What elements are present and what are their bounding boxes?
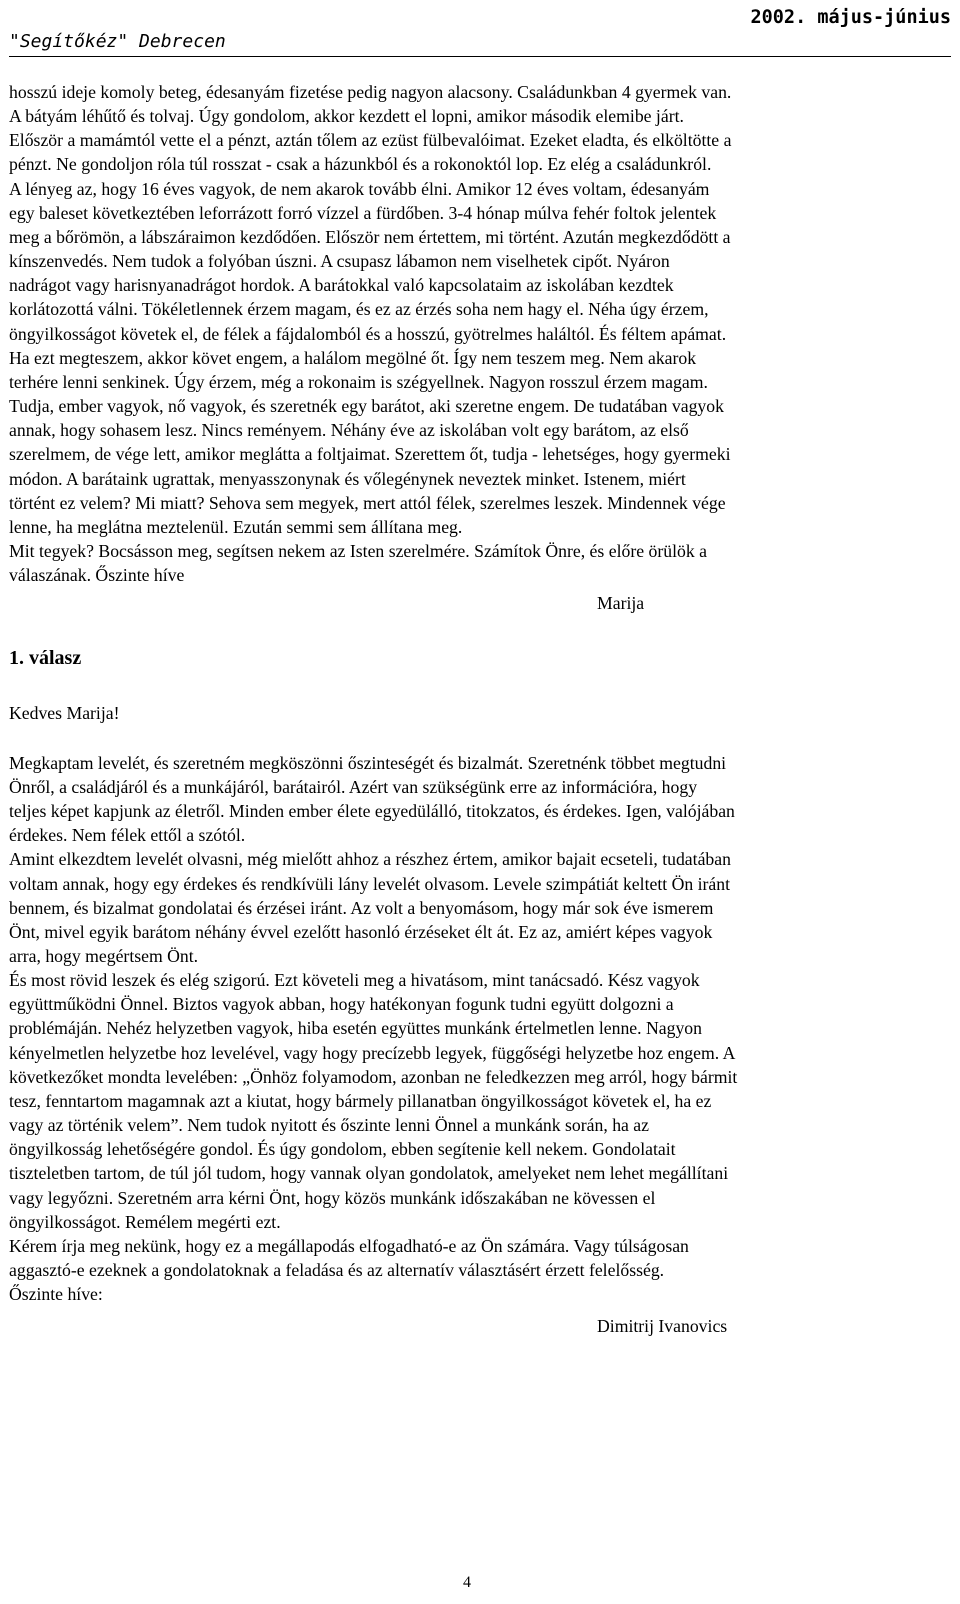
letter-line: történt ez velem? Mi miatt? Sehova sem megyek, mert attól félek, szerelmes leszek. Mindennek vége — [9, 492, 726, 513]
letter-line: kínszenvedés. Nem tudok a folyóban úszni. A csupasz lábamon nem viselhetek cipőt. Nyáron — [9, 251, 670, 272]
letter-line: annak, hogy sohasem lesz. Nincs reményem. Néhány éve az iskolában volt egy barátom, az első — [9, 420, 689, 441]
reply-line: aggasztó-e ezeknek a gondolatoknak a feladása és az alternatív választásért érzett felelősség. — [9, 1260, 665, 1281]
letter-line: lenne, ha meglátna meztelenül. Ezután semmi sem állítana meg. — [9, 516, 463, 537]
reply-line: arra, hogy megértsem Önt. — [9, 946, 199, 966]
letter-line: egy baleset következtében leforrázott forró vízzel a fürdőben. 3-4 hónap múlva fehér foltok jelentek — [9, 202, 717, 223]
letter-line: terhére lenni senkinek. Úgy érzem, még a rokonaim is szégyellnek. Nagyon rosszul érzem magam. — [9, 371, 708, 392]
reply-line: öngyilkosságot. Remélem megérti ezt. — [9, 1211, 281, 1232]
reply-line: Önről, a családjáról és a munkájáról, barátairól. Azért van szükségünk erre az információra, hogy — [9, 776, 698, 797]
reply-line: tiszteletben tartom, de túl jól tudom, hogy vannak olyan gondolatok, amelyeket nem lehet megállítani — [9, 1163, 729, 1184]
reply-line: bennem, és bizalmat gondolatai és érzései iránt. Az volt a benyomásom, hogy már sok éve ismerem — [9, 897, 714, 918]
letter-line: Ha ezt megteszem, akkor követ engem, a halálom megölné őt. Így nem teszem meg. Nem akarok — [9, 347, 697, 368]
letter-line: válaszának. Őszinte híve — [9, 565, 185, 586]
letter-line: nadrágot vagy harisnyanadrágot hordok. A barátokkal való kapcsolataim az iskolában kezdtek — [9, 275, 674, 296]
reply-line: tesz, fenntartom magamnak azt a kiutat, hogy bármely pillanatban öngyilkosságot követek el, ha ez — [9, 1090, 712, 1111]
letter-line: szerelmem, de vége lett, amikor meglátta a foltjaimat. Szerettem őt, tudja - lehetséges, hogy gyermeki — [9, 444, 731, 465]
reply-line: Kérem írja meg nekünk, hogy ez a megállapodás elfogadható-e az Ön számára. Vagy túlságosan — [9, 1235, 689, 1256]
reply-heading: 1. válasz — [9, 647, 82, 670]
letter-line: pénzt. Ne gondoljon róla túl rosszat - csak a házunkból és a rokonoktól lop. Ez elég a családunkról. — [9, 154, 712, 175]
letter-line: Tudja, ember vagyok, nő vagyok, és szeretnék egy barátot, aki szeretne engem. De tudatában vagyok — [9, 396, 724, 417]
reply-greeting: Kedves Marija! — [9, 702, 120, 723]
letter-line: módon. A barátaink ugrattak, menyasszonynak és vőlegénynek neveztek minket. Istenem, miért — [9, 468, 686, 489]
reply-line: kényelmetlen helyzetbe hoz levelével, vagy hogy precízebb legyek, függőségi helyzetbe hoz engem. A — [9, 1042, 736, 1063]
reply-line: teljes képet kapjunk az életről. Minden ember élete egyedülálló, titokzatos, és érdekes. Igen, valójában — [9, 801, 735, 822]
reply-line: öngyilkosság lehetőségére gondol. És úgy gondolom, ebben segítenie kell nekem. Gondolatait — [9, 1139, 676, 1160]
reply-line: Megkaptam levelét, és szeretném megköszönni őszinteségét és bizalmát. Szeretnénk többet megtudni — [9, 752, 727, 773]
letter-line: A lényeg az, hogy 16 éves vagyok, de nem akarok tovább élni. Amikor 12 éves voltam, édesanyám — [9, 178, 710, 199]
page-number: 4 — [463, 1574, 471, 1591]
reply-line: voltam annak, hogy egy érdekes és rendkívüli lány levelét olvasom. Levele szimpátiát keltett Ön iránt — [9, 873, 731, 894]
letter-line: öngyilkosságot követek el, de félek a fájdalomból és a hosszú, gyötrelmes haláltól. És féltem apámat. — [9, 323, 727, 344]
letter-signature: Marija — [597, 593, 645, 614]
reply-text — [9, 751, 953, 1282]
reply-line: vagy legyőzni. Szeretném arra kérni Önt, hogy közös munkánk időszakában ne kövessen el — [9, 1187, 656, 1208]
reply-line: problémáján. Nehéz helyzetben vagyok, hiba esetén együttes munkánk értelmetlen lenne. Nagyon — [9, 1018, 702, 1039]
letter-line: korlátozottá válni. Tökéletlennek érzem magam, és ez az érzés soha nem hagy el. Néha úgy érzem, — [9, 299, 709, 320]
header-issue-date: 2002. május-június — [750, 7, 951, 28]
header-publication: "Segítőkéz" Debrecen — [9, 31, 226, 52]
letter-line: A bátyám léhűtő és tolvaj. Úgy gondolom, akkor kezdett el lopni, amikor második elemibe járt. — [9, 106, 684, 127]
reply-line: És most rövid leszek és elég szigorú. Ezt követeli meg a hivatásom, mint tanácsadó. Kész vagyok — [9, 970, 700, 991]
reply-closing: Őszinte híve: — [9, 1284, 103, 1305]
reply-line: Amint elkezdtem levelét olvasni, még mielőtt ahhoz a részhez értem, amikor bajait ecseteli, tudatában — [9, 849, 731, 870]
letter-line: hosszú ideje komoly beteg, édesanyám fizetése pedig nagyon alacsony. Családunkban 4 gyermek van. — [9, 82, 732, 102]
article-body — [9, 80, 953, 1339]
letter-line: Mit tegyek? Bocsásson meg, segítsen nekem az Isten szerelmére. Számítok Önre, és előre örülök a — [9, 540, 707, 561]
letter-line: meg a bőrömön, a lábszáraimon kezdődően. Először nem értettem, mi történt. Azután megkezdődött a — [9, 226, 731, 247]
reply-line: együttműködni Önnel. Biztos vagyok abban, hogy hatékonyan fogunk tudni együtt dolgozni a — [9, 994, 674, 1015]
reply-line: érdekes. Nem félek ettől a szótól. — [9, 825, 246, 846]
letter-text — [9, 80, 953, 587]
reply-line: következőket mondta levelében: „Önhöz folyamodom, azonban ne feledkezzen meg arról, hogy bármit — [9, 1066, 738, 1087]
reply-line: Önt, mivel egyik barátom néhány évvel ezelőtt hasonló érzéseket élt át. Ez az, amiért képes vagyok — [9, 921, 713, 942]
reply-signature: Dimitrij Ivanovics — [597, 1316, 728, 1337]
reply-line: vagy az történik velem”. Nem tudok nyitott és őszinte lenni Önnel a munkánk során, ha az — [9, 1115, 650, 1136]
header-divider — [9, 56, 951, 57]
letter-line: Először a mamámtól vette el a pénzt, aztán tőlem az ezüst fülbevalóimat. Ezeket eladta, és elköltötte a — [9, 130, 732, 151]
